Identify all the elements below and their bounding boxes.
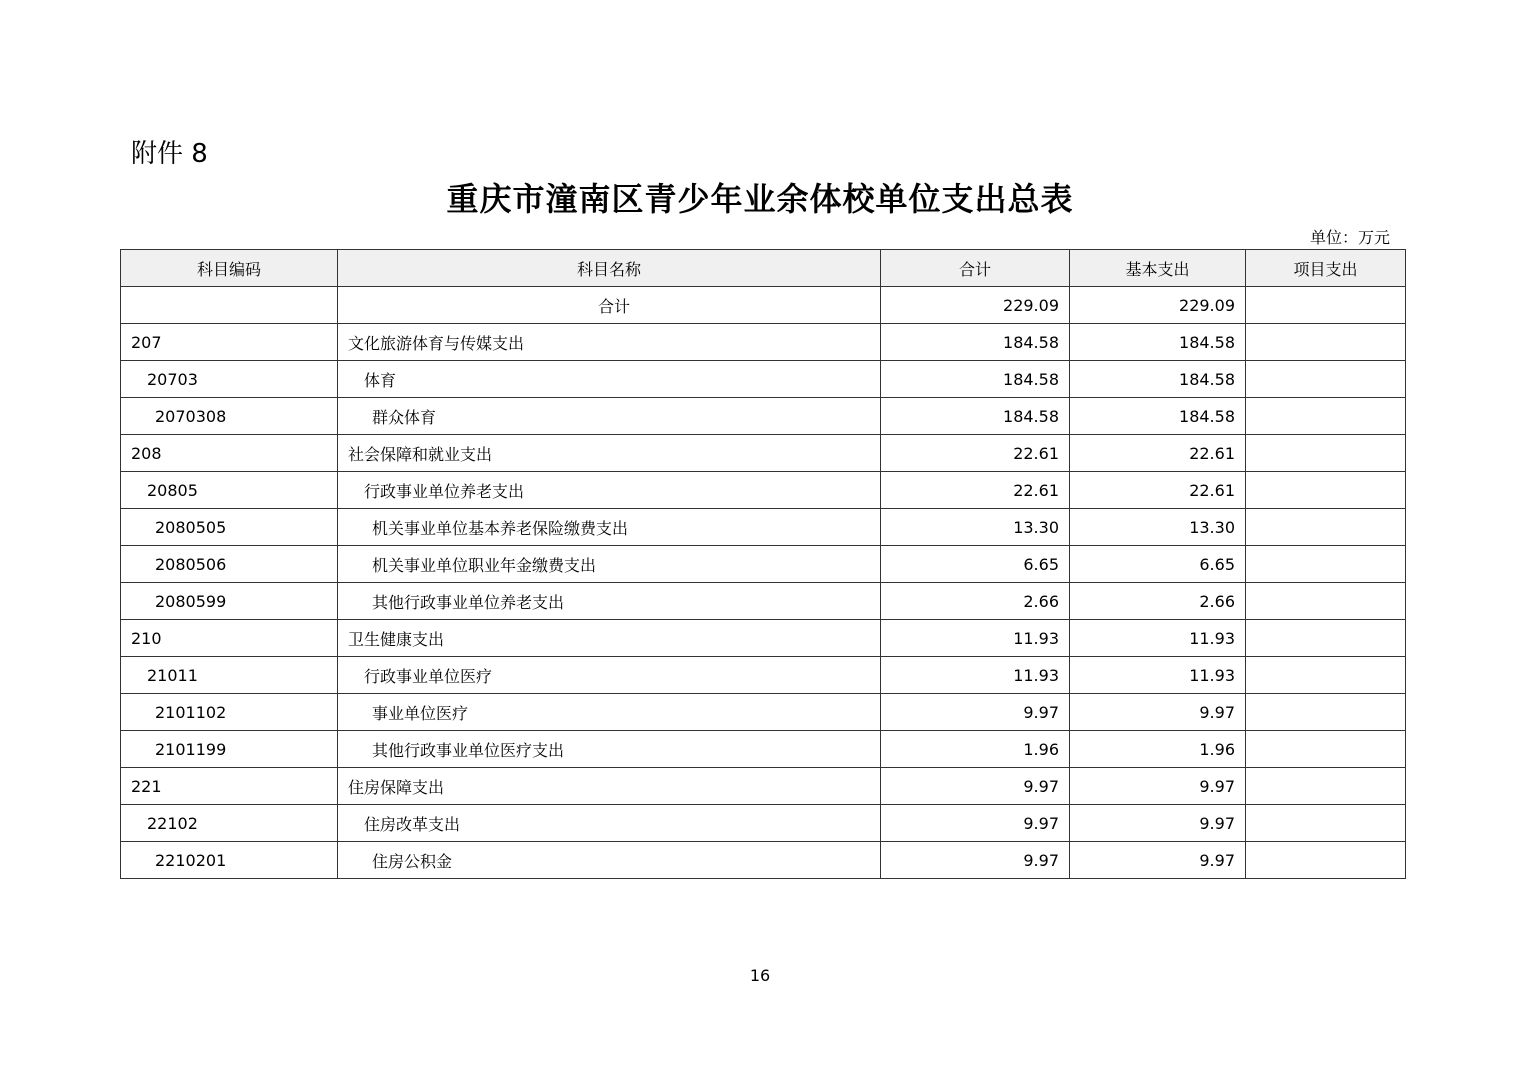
cell-total: 229.09 xyxy=(881,287,1070,324)
cell-basic: 9.97 xyxy=(1070,805,1246,842)
table-row xyxy=(121,805,1406,842)
table-row xyxy=(121,361,1406,398)
cell-basic: 13.30 xyxy=(1070,509,1246,546)
cell-total: 13.30 xyxy=(881,509,1070,546)
cell-name: 住房改革支出 xyxy=(338,805,881,842)
cell-basic: 22.61 xyxy=(1070,435,1246,472)
cell-name: 住房保障支出 xyxy=(338,768,881,805)
cell-name: 事业单位医疗 xyxy=(338,694,881,731)
cell-project xyxy=(1246,657,1406,694)
cell-basic: 1.96 xyxy=(1070,731,1246,768)
table-row xyxy=(121,842,1406,879)
cell-total: 184.58 xyxy=(881,398,1070,435)
table-body xyxy=(121,287,1406,879)
cell-total: 11.93 xyxy=(881,657,1070,694)
header-total: 合计 xyxy=(881,250,1070,287)
cell-project xyxy=(1246,805,1406,842)
table-row xyxy=(121,657,1406,694)
table-row xyxy=(121,324,1406,361)
cell-name: 群众体育 xyxy=(338,398,881,435)
cell-code: 2210201 xyxy=(121,842,338,879)
cell-code: 21011 xyxy=(121,657,338,694)
table-row xyxy=(121,509,1406,546)
cell-name: 社会保障和就业支出 xyxy=(338,435,881,472)
cell-project xyxy=(1246,435,1406,472)
cell-code: 2070308 xyxy=(121,398,338,435)
expenditure-table xyxy=(120,249,1406,879)
cell-code: 221 xyxy=(121,768,338,805)
cell-code: 210 xyxy=(121,620,338,657)
header-project: 项目支出 xyxy=(1246,250,1406,287)
cell-basic: 9.97 xyxy=(1070,694,1246,731)
cell-basic: 184.58 xyxy=(1070,324,1246,361)
cell-name: 机关事业单位基本养老保险缴费支出 xyxy=(338,509,881,546)
cell-project xyxy=(1246,620,1406,657)
table-row xyxy=(121,472,1406,509)
cell-project xyxy=(1246,583,1406,620)
cell-project xyxy=(1246,509,1406,546)
cell-basic: 9.97 xyxy=(1070,842,1246,879)
table-row xyxy=(121,768,1406,805)
cell-project xyxy=(1246,694,1406,731)
cell-name: 体育 xyxy=(338,361,881,398)
cell-project xyxy=(1246,398,1406,435)
header-basic: 基本支出 xyxy=(1070,250,1246,287)
cell-code: 20805 xyxy=(121,472,338,509)
cell-code xyxy=(121,287,338,324)
cell-basic: 2.66 xyxy=(1070,583,1246,620)
document-title: 重庆市潼南区青少年业余体校单位支出总表 xyxy=(446,180,1074,218)
cell-total: 9.97 xyxy=(881,768,1070,805)
table-row xyxy=(121,583,1406,620)
attachment-label: 附件 8 xyxy=(131,139,208,169)
cell-total: 184.58 xyxy=(881,324,1070,361)
cell-name: 卫生健康支出 xyxy=(338,620,881,657)
cell-name: 机关事业单位职业年金缴费支出 xyxy=(338,546,881,583)
cell-project xyxy=(1246,546,1406,583)
table-row xyxy=(121,287,1406,324)
cell-name: 住房公积金 xyxy=(338,842,881,879)
table-row xyxy=(121,398,1406,435)
cell-project xyxy=(1246,324,1406,361)
cell-total: 6.65 xyxy=(881,546,1070,583)
cell-project xyxy=(1246,472,1406,509)
cell-total: 9.97 xyxy=(881,842,1070,879)
cell-project xyxy=(1246,287,1406,324)
cell-project xyxy=(1246,768,1406,805)
cell-basic: 22.61 xyxy=(1070,472,1246,509)
table-row xyxy=(121,694,1406,731)
cell-total: 22.61 xyxy=(881,435,1070,472)
unit-label: 单位：万元 xyxy=(1309,228,1390,247)
table-row xyxy=(121,620,1406,657)
cell-name: 其他行政事业单位医疗支出 xyxy=(338,731,881,768)
cell-basic: 229.09 xyxy=(1070,287,1246,324)
cell-total: 184.58 xyxy=(881,361,1070,398)
cell-total: 9.97 xyxy=(881,805,1070,842)
cell-basic: 6.65 xyxy=(1070,546,1246,583)
table-row xyxy=(121,731,1406,768)
table-row xyxy=(121,435,1406,472)
cell-basic: 9.97 xyxy=(1070,768,1246,805)
cell-code: 2080505 xyxy=(121,509,338,546)
cell-project xyxy=(1246,731,1406,768)
cell-code: 22102 xyxy=(121,805,338,842)
cell-code: 2101199 xyxy=(121,731,338,768)
table-row xyxy=(121,546,1406,583)
page-number: 16 xyxy=(749,966,771,985)
cell-basic: 11.93 xyxy=(1070,620,1246,657)
header-code: 科目编码 xyxy=(121,250,338,287)
cell-name: 合计 xyxy=(338,287,881,324)
cell-total: 11.93 xyxy=(881,620,1070,657)
cell-basic: 184.58 xyxy=(1070,398,1246,435)
cell-total: 22.61 xyxy=(881,472,1070,509)
cell-basic: 11.93 xyxy=(1070,657,1246,694)
cell-code: 2101102 xyxy=(121,694,338,731)
cell-name: 行政事业单位医疗 xyxy=(338,657,881,694)
cell-total: 9.97 xyxy=(881,694,1070,731)
cell-total: 2.66 xyxy=(881,583,1070,620)
cell-total: 1.96 xyxy=(881,731,1070,768)
cell-name: 文化旅游体育与传媒支出 xyxy=(338,324,881,361)
cell-name: 行政事业单位养老支出 xyxy=(338,472,881,509)
cell-project xyxy=(1246,842,1406,879)
cell-code: 208 xyxy=(121,435,338,472)
cell-code: 2080599 xyxy=(121,583,338,620)
cell-basic: 184.58 xyxy=(1070,361,1246,398)
cell-code: 2080506 xyxy=(121,546,338,583)
cell-code: 20703 xyxy=(121,361,338,398)
cell-code: 207 xyxy=(121,324,338,361)
table-header-row xyxy=(121,250,1406,287)
header-name: 科目名称 xyxy=(338,250,881,287)
cell-name: 其他行政事业单位养老支出 xyxy=(338,583,881,620)
cell-project xyxy=(1246,361,1406,398)
